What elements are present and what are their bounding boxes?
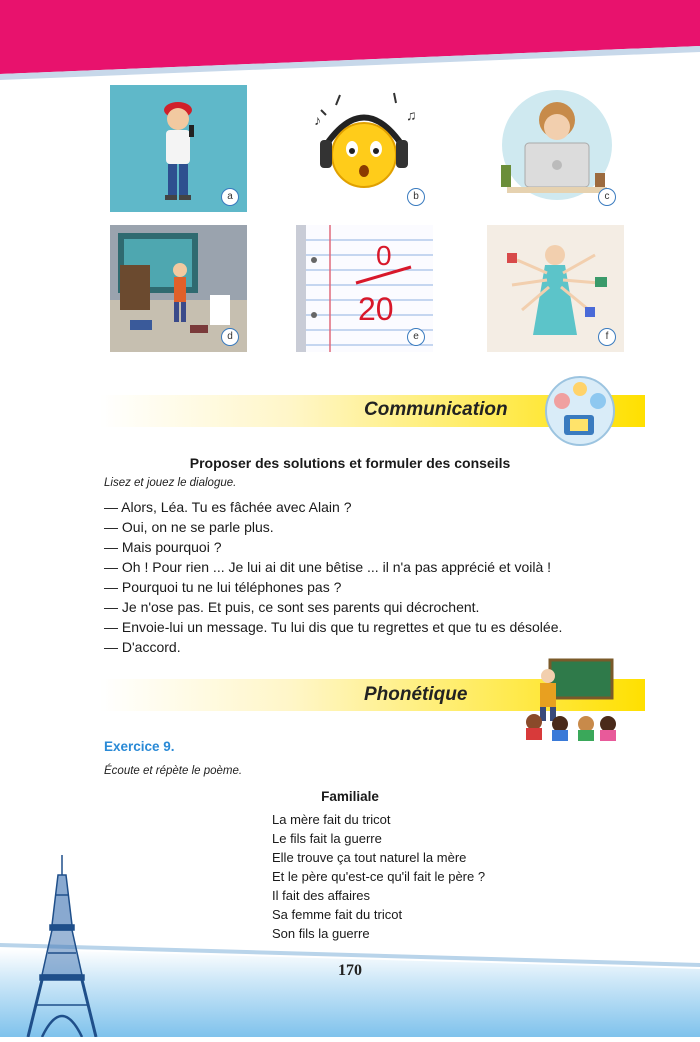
poem-line: La mère fait du tricot (272, 812, 391, 827)
image-boy-with-phone (110, 85, 247, 212)
dialogue-line: — Oh ! Pour rien ... Je lui ai dit une bêtise ... il n'a pas apprécié et voilà ! (104, 559, 552, 575)
image-label-d: d (221, 328, 239, 346)
top-header-band (0, 0, 700, 80)
svg-text:20: 20 (358, 291, 394, 327)
bottom-footer-band (0, 927, 700, 1037)
svg-text:♪: ♪ (314, 112, 321, 128)
page-number: 170 (338, 962, 362, 979)
dialogue-line: — Oui, on ne se parle plus. (104, 519, 274, 535)
dialogue-line: — D'accord. (104, 639, 181, 655)
poem-title: Familiale (321, 789, 379, 804)
communication-section-title: Communication (364, 399, 508, 420)
image-emoji-headphones (296, 85, 433, 212)
poem-line: Il fait des affaires (272, 888, 371, 903)
dialogue-line: — Envoie-lui un message. Tu lui dis que tu regrettes et que tu es désolée. (104, 619, 563, 635)
dialogue-line: — Pourquoi tu ne lui téléphones pas ? (104, 579, 342, 595)
image-busy-woman (487, 225, 624, 352)
poem-line: Son fils la guerre (272, 926, 370, 941)
poem-line: Le fils fait la guerre (272, 831, 382, 846)
dialogue-title: Proposer des solutions et formuler des conseils (189, 455, 511, 471)
dialogue-line: — Alors, Léa. Tu es fâchée avec Alain ? (104, 499, 352, 515)
image-girl-laptop (487, 85, 624, 212)
dialogue-line: — Je n'ose pas. Et puis, ce sont ses parents qui décrochent. (104, 599, 480, 615)
poem-line: Et le père qu'est-ce qu'il fait le père ? (272, 869, 486, 884)
phonetique-section-title: Phonétique (364, 684, 468, 705)
dialogue-instruction: Lisez et jouez le dialogue. (104, 477, 237, 489)
dialogue-line: — Mais pourquoi ? (104, 539, 222, 555)
exercise-instruction: Écoute et répète le poème. (104, 765, 243, 777)
exercise-title: Exercice 9. (104, 739, 175, 754)
image-messy-room (110, 225, 247, 352)
image-label-c: c (598, 188, 616, 206)
eiffel-tower-icon (22, 855, 102, 1042)
image-label-e: e (407, 328, 425, 346)
poem-line: Elle trouve ça tout naturel la mère (272, 850, 467, 865)
image-label-a: a (221, 188, 239, 206)
svg-text:♫: ♫ (406, 107, 417, 123)
poem-line: Sa femme fait du tricot (272, 907, 403, 922)
image-label-b: b (407, 188, 425, 206)
image-grade-zero (296, 225, 433, 352)
image-label-f: f (598, 328, 616, 346)
teacher-students-icon (520, 656, 620, 746)
svg-text:0: 0 (376, 240, 392, 271)
communication-icon (540, 375, 620, 455)
